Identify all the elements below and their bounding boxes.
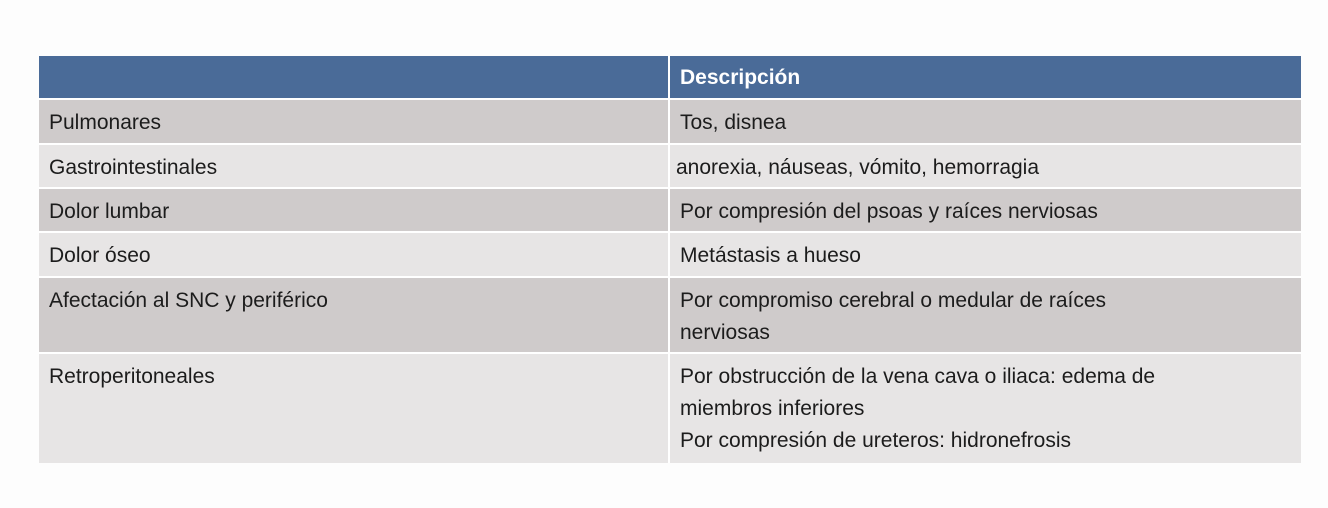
row-description [670, 354, 1301, 463]
description-line: nerviosas [680, 321, 770, 344]
description-line: Por compromiso cerebral o medular de raíces [680, 289, 1107, 312]
table-row [39, 100, 1301, 145]
table-row [39, 354, 1301, 463]
row-label: Pulmonares [39, 100, 670, 143]
table-row [39, 145, 1301, 189]
row-description [670, 100, 1301, 143]
table-header-row [39, 56, 1301, 100]
row-description [670, 189, 1301, 231]
description-line: Por obstrucción de la vena cava o iliaca: edema de [680, 365, 1156, 388]
row-label: Dolor óseo [39, 233, 670, 276]
row-description [670, 145, 1301, 187]
header-cell-category [39, 56, 670, 98]
header-cell-description: Descripción [680, 66, 801, 89]
row-label: Afectación al SNC y periférico [39, 278, 670, 352]
description-line: Por compresión del psoas y raíces nerviosas [680, 200, 1098, 223]
description-line: anorexia, náuseas, vómito, hemorragia [676, 156, 1040, 179]
table-row [39, 278, 1301, 354]
table-row [39, 189, 1301, 233]
description-line: Por compresión de ureteros: hidronefrosis [680, 429, 1072, 452]
description-line: miembros inferiores [680, 397, 865, 420]
row-label: Gastrointestinales [39, 145, 670, 187]
description-line: Tos, disnea [680, 111, 787, 134]
symptoms-table [39, 56, 1301, 463]
row-description [670, 278, 1301, 352]
table-row [39, 233, 1301, 278]
row-label: Dolor lumbar [39, 189, 670, 231]
row-description [670, 233, 1301, 276]
description-line: Metástasis a hueso [680, 244, 861, 267]
row-label: Retroperitoneales [39, 354, 670, 463]
